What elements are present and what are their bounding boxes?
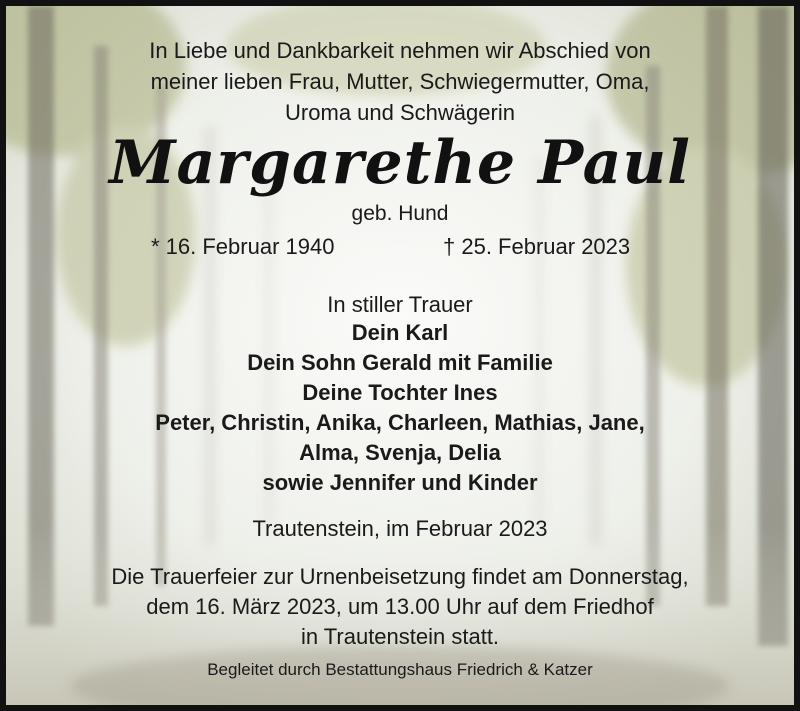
intro-line-2: meiner lieben Frau, Mutter, Schwiegermutter, Oma, [150,69,650,94]
notice-content [6,6,794,705]
deceased-name: Margarethe Paul [109,128,691,198]
mourner-line: Peter, Christin, Anika, Charleen, Mathias, Jane, [155,410,645,435]
mourner-line: Alma, Svenja, Delia [299,440,501,465]
place-and-date: Trautenstein, im Februar 2023 [252,516,548,541]
mourner-line: Dein Sohn Gerald mit Familie [247,350,553,375]
death-date: † 25. Februar 2023 [443,234,631,259]
undertaker-credit: Begleitet durch Bestattungshaus Friedrich & Katzer [207,660,593,679]
mourner-line: sowie Jennifer und Kinder [262,470,538,495]
birth-date: * 16. Februar 1940 [151,234,335,259]
mourner-line: Dein Karl [351,320,449,345]
service-line-3: in Trautenstein statt. [300,624,500,649]
intro-line-3: Uroma und Schwägerin [285,100,515,125]
born-name: geb. Hund [351,202,449,225]
intro-line-1: In Liebe und Dankbarkeit nehmen wir Abschied von [149,38,651,63]
mourners-heading: In stiller Trauer [327,292,473,317]
service-line-1: Die Trauerfeier zur Urnenbeisetzung findet am Donnerstag, [111,564,689,589]
mourner-line: Deine Tochter Ines [302,380,498,405]
life-dates [6,234,794,262]
service-line-2: dem 16. März 2023, um 13.00 Uhr auf dem Friedhof [146,594,654,619]
